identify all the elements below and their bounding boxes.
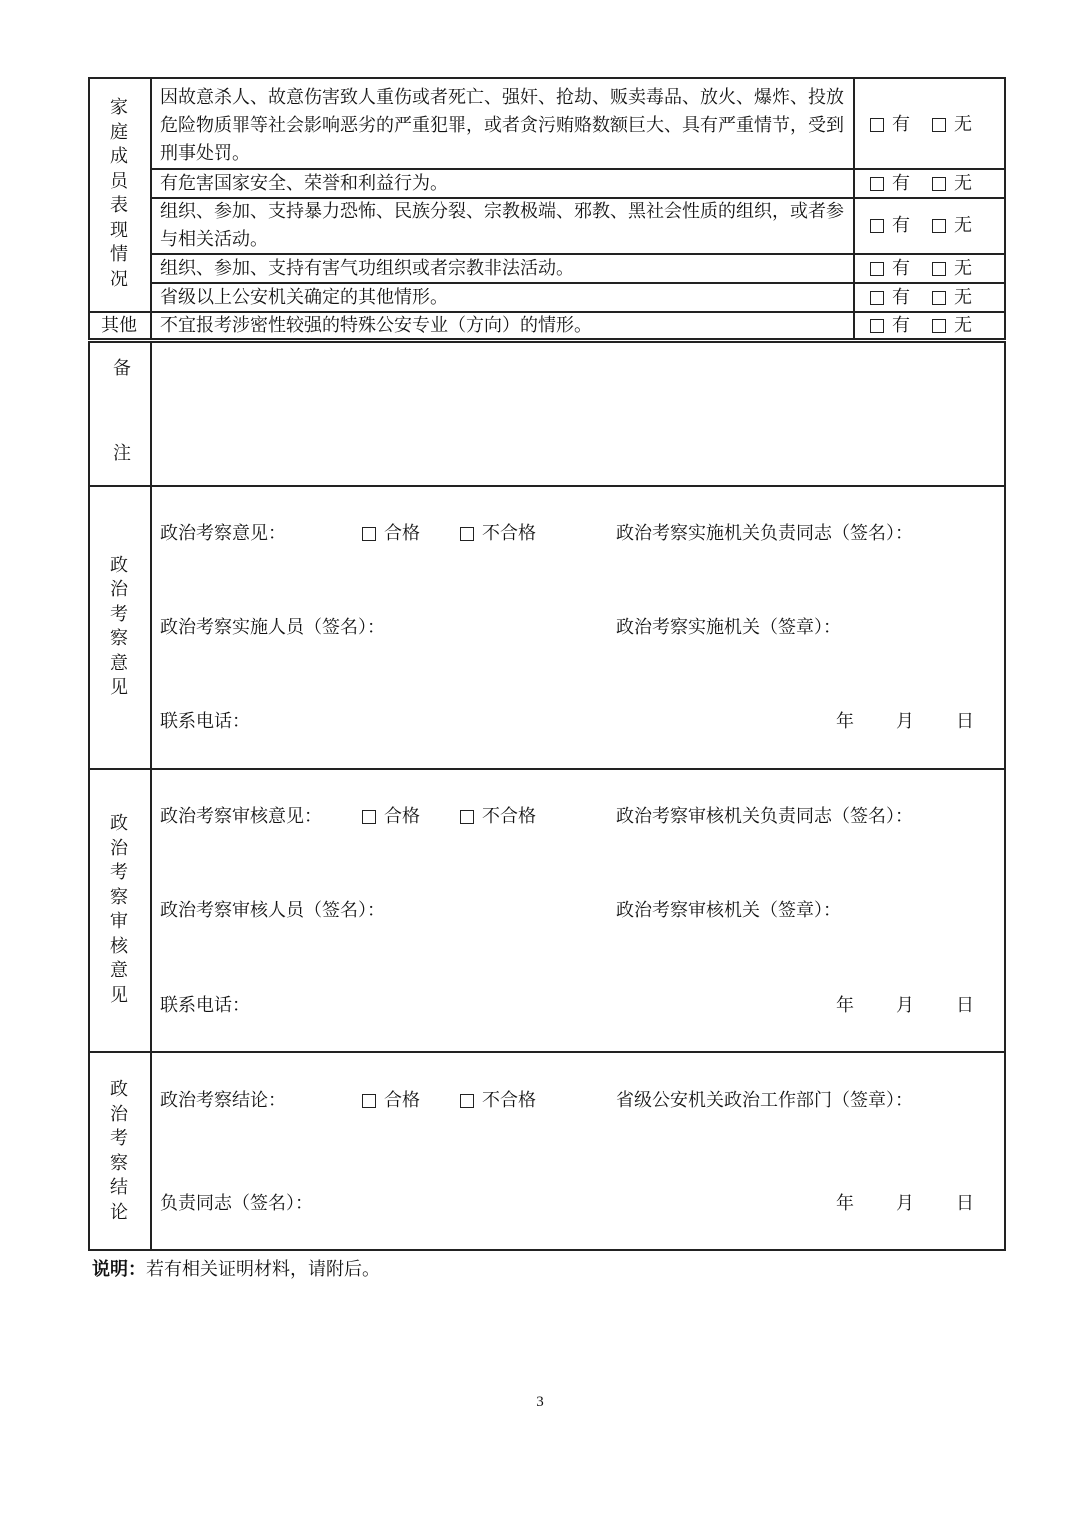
other-label: 其他	[101, 315, 137, 336]
review-result-group	[362, 803, 536, 831]
yes-option[interactable]: 有	[870, 212, 910, 240]
divider	[88, 768, 1006, 770]
checkbox-icon[interactable]	[932, 319, 946, 333]
remarks-label-top: 备	[113, 358, 131, 379]
checkbox-icon[interactable]	[870, 262, 884, 276]
divider	[88, 1051, 1006, 1053]
conclusion-dept-seal[interactable]: 省级公安机关政治工作部门（签章）：	[616, 1090, 913, 1111]
family-item-text: 组织、参加、支持有害气功组织或者宗教非法活动。	[160, 258, 574, 279]
yes-no-group	[870, 111, 972, 139]
implement-leader-signature[interactable]: 政治考察实施机关负责同志（签名）：	[616, 523, 913, 544]
family-label-char: 家	[110, 97, 128, 118]
family-item-text: 省级以上公安机关确定的其他情形。	[160, 287, 448, 308]
family-label-char: 表	[110, 195, 128, 216]
implement-seal[interactable]: 政治考察实施机关（签章）：	[616, 617, 841, 638]
checkbox-icon[interactable]	[932, 219, 946, 233]
other-item-text: 不宜报考涉密性较强的特殊公安专业（方向）的情形。	[160, 315, 592, 336]
family-section-label	[88, 77, 150, 311]
checkbox-icon[interactable]	[932, 177, 946, 191]
divider	[88, 485, 1006, 487]
checkbox-icon[interactable]	[870, 291, 884, 305]
fail-option[interactable]: 不合格	[460, 803, 536, 831]
review-seal[interactable]: 政治考察审核机关（签章）：	[616, 900, 841, 921]
pass-option[interactable]: 合格	[362, 520, 420, 548]
checkbox-icon[interactable]	[870, 219, 884, 233]
pass-option[interactable]: 合格	[362, 1087, 420, 1115]
implement-result-group	[362, 520, 536, 548]
yes-no-group	[870, 312, 972, 340]
checkbox-icon[interactable]	[362, 1094, 376, 1108]
checkbox-icon[interactable]	[362, 527, 376, 541]
yes-option[interactable]: 有	[870, 312, 910, 340]
checkbox-icon[interactable]	[932, 118, 946, 132]
checkbox-icon[interactable]	[362, 810, 376, 824]
family-item-text: 组织、参加、支持暴力恐怖、民族分裂、宗教极端、邪教、黑社会性质的组织，或者参与相关活动。	[160, 201, 844, 250]
no-option[interactable]: 无	[932, 255, 972, 283]
footnote: 说明：若有相关证明材料，请附后。	[92, 1259, 380, 1280]
fail-option[interactable]: 不合格	[460, 1087, 536, 1115]
pass-option[interactable]: 合格	[362, 803, 420, 831]
yes-no-group	[870, 212, 972, 240]
no-option[interactable]: 无	[932, 284, 972, 312]
conclusion-label: 政治考察结论：	[160, 1090, 286, 1111]
family-label-char: 况	[110, 268, 128, 290]
checkbox-icon[interactable]	[870, 177, 884, 191]
checkbox-icon[interactable]	[932, 291, 946, 305]
yes-no-group	[870, 284, 972, 312]
conclusion-result-group	[362, 1087, 536, 1115]
family-label-char: 现	[110, 219, 128, 241]
checkbox-icon[interactable]	[460, 527, 474, 541]
review-phone[interactable]: 联系电话：	[160, 995, 250, 1016]
family-item-text: 有危害国家安全、荣誉和利益行为。	[160, 173, 448, 194]
yes-option[interactable]: 有	[870, 284, 910, 312]
no-option[interactable]: 无	[932, 111, 972, 139]
family-label-char: 成	[110, 146, 128, 167]
implement-opinion-label: 政治考察意见：	[160, 523, 286, 544]
yes-no-group	[870, 170, 972, 198]
review-staff-signature[interactable]: 政治考察审核人员（签名）：	[160, 900, 385, 921]
remarks-label-bottom: 注	[113, 443, 131, 464]
yes-option[interactable]: 有	[870, 111, 910, 139]
family-label-char: 员	[110, 170, 128, 192]
checkbox-icon[interactable]	[870, 319, 884, 333]
yes-option[interactable]: 有	[870, 170, 910, 198]
checkbox-icon[interactable]	[870, 118, 884, 132]
divider	[150, 77, 152, 340]
checkbox-icon[interactable]	[932, 262, 946, 276]
family-label-char: 庭	[110, 121, 128, 143]
divider	[853, 77, 855, 340]
implement-section-label: 政 治 考 察 意 见	[110, 554, 128, 698]
conclusion-leader-signature[interactable]: 负责同志（签名）：	[160, 1193, 313, 1214]
yes-option[interactable]: 有	[870, 255, 910, 283]
conclusion-section-label: 政 治 考 察 结 论	[110, 1079, 128, 1223]
review-section-label: 政 治 考 察 审 核 意 见	[110, 813, 128, 1006]
remarks-field[interactable]	[152, 343, 1004, 485]
family-label-char: 情	[110, 244, 128, 265]
fail-option[interactable]: 不合格	[460, 520, 536, 548]
no-option[interactable]: 无	[932, 170, 972, 198]
no-option[interactable]: 无	[932, 312, 972, 340]
no-option[interactable]: 无	[932, 212, 972, 240]
implement-phone[interactable]: 联系电话：	[160, 711, 250, 732]
implement-staff-signature[interactable]: 政治考察实施人员（签名）：	[160, 617, 385, 638]
checkbox-icon[interactable]	[460, 1094, 474, 1108]
checkbox-icon[interactable]	[460, 810, 474, 824]
review-leader-signature[interactable]: 政治考察审核机关负责同志（签名）：	[616, 806, 913, 827]
family-item-text: 因故意杀人、故意伤害致人重伤或者死亡、强奸、抢劫、贩卖毒品、放火、爆炸、投放危险物质罪等社会影响恶劣的严重犯罪，或者贪污贿赂数额巨大、具有严重情节，受到刑事处罚。	[160, 87, 844, 164]
page-number: 3	[536, 1394, 544, 1410]
yes-no-group	[870, 255, 972, 283]
review-opinion-label: 政治考察审核意见：	[160, 806, 322, 827]
